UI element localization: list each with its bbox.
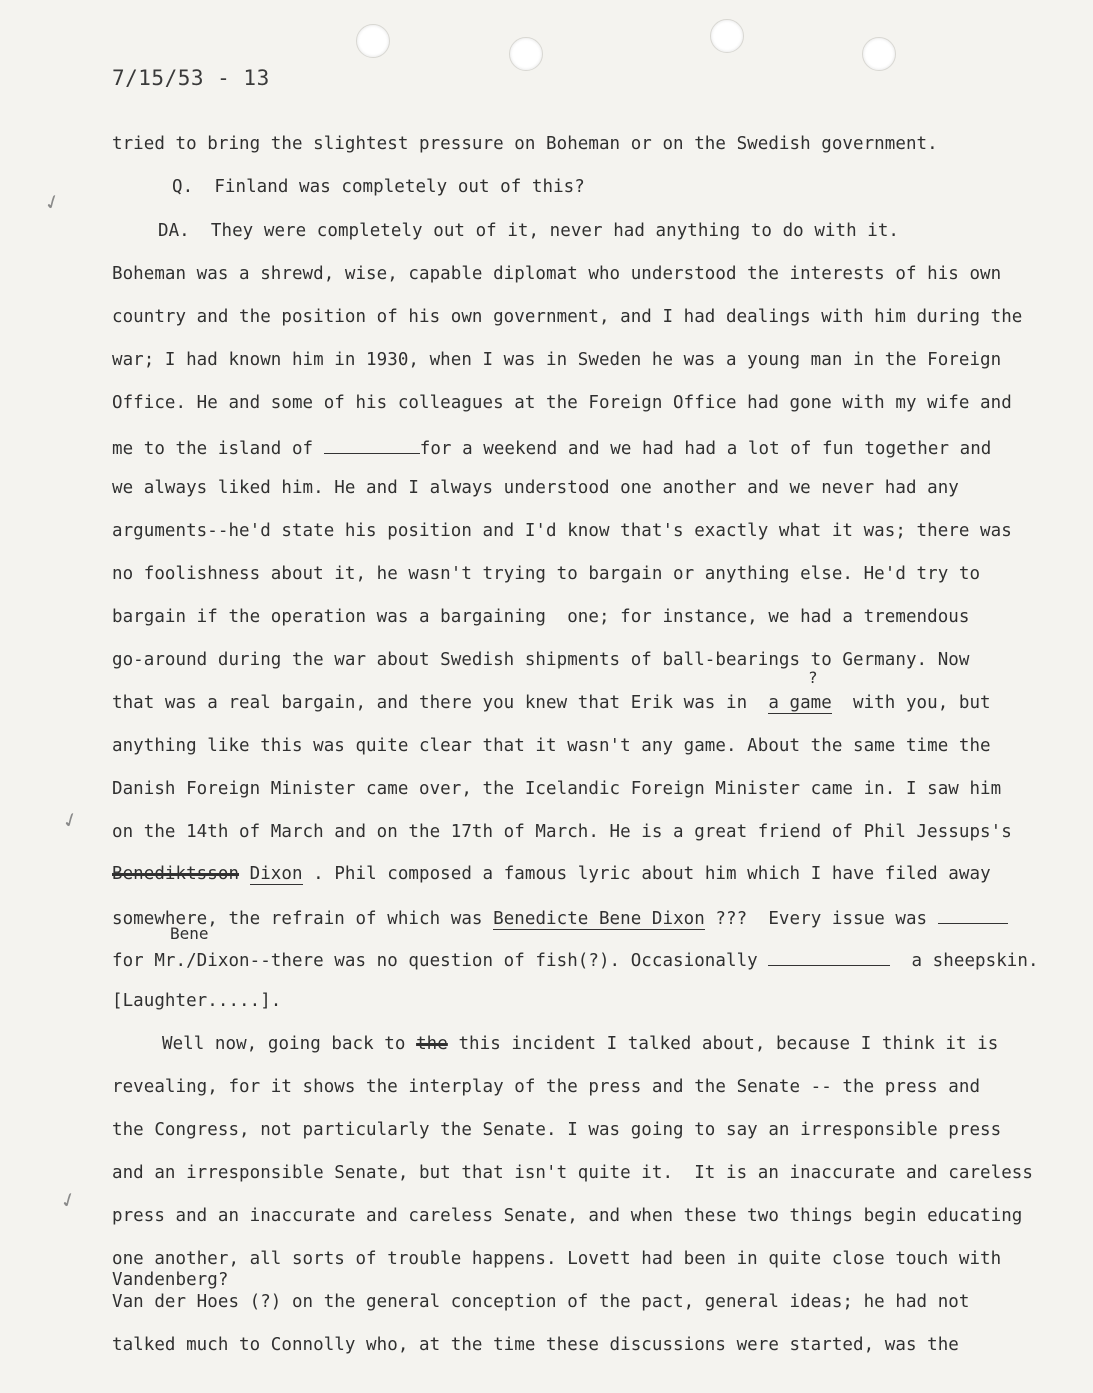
blank-line xyxy=(324,435,420,454)
text-line: arguments--he'd state his position and I'd know that's exactly what it was; there was xyxy=(112,521,1012,541)
text-line: Vandenberg? xyxy=(112,1270,229,1290)
text-line: on the 14th of March and on the 17th of March. He is a great friend of Phil Jessups's xyxy=(112,822,1012,842)
punch-hole xyxy=(862,37,896,71)
text-line: revealing, for it shows the interplay of the press and the Senate -- the press and xyxy=(112,1077,981,1097)
text-line: for Mr./Dixon--there was no question of fish(?). Occasionally a sheepskin. xyxy=(112,947,1039,972)
text-line: Q. Finland was completely out of this? xyxy=(172,177,585,197)
punch-hole xyxy=(356,24,390,58)
underlined-phrase: a game xyxy=(768,693,832,713)
text-line: [Laughter.....]. xyxy=(112,991,282,1011)
underlined-refrain: Benedicte Bene Dixon xyxy=(493,909,705,929)
text-line: war; I had known him in 1930, when I was in Sweden he was a young man in the Foreign xyxy=(112,350,1002,370)
check-mark: ✓ xyxy=(58,805,83,835)
text-line: Benediktsson Dixon . Phil composed a famous lyric about him which I have filed away xyxy=(112,864,991,884)
question-mark-annotation: ? xyxy=(808,668,818,687)
text-line: that was a real bargain, and there you knew that Erik was in a game with you, but xyxy=(112,693,991,713)
text-line: the Congress, not particularly the Senate. I was going to say an irresponsible press xyxy=(112,1120,1002,1140)
text-line: go-around during the war about Swedish shipments of ball-bearings to Germany. Now xyxy=(112,650,970,670)
blank-line xyxy=(768,947,890,966)
text-line: tried to bring the slightest pressure on Boheman or on the Swedish government. xyxy=(112,134,938,154)
inserted-word: Bene xyxy=(170,924,209,943)
text-line: press and an inaccurate and careless Senate, and when these two things begin educating xyxy=(112,1206,1023,1226)
underlined-name: Dixon xyxy=(249,864,303,884)
text-line: Boheman was a shrewd, wise, capable diplomat who understood the interests of his own xyxy=(112,264,1002,284)
text-line: me to the island of for a weekend and we had had a lot of fun together and xyxy=(112,435,991,460)
check-mark: ✓ xyxy=(56,1185,81,1215)
text-line: Van der Hoes (?) on the general conception of the pact, general ideas; he had not xyxy=(112,1292,970,1312)
text-line: Office. He and some of his colleagues at the Foreign Office had gone with my wife and xyxy=(112,393,1012,413)
struck-out-word: Benediktsson xyxy=(112,864,240,884)
page-header: 7/15/53 - 13 xyxy=(112,66,270,90)
text-line: bargain if the operation was a bargaining one; for instance, we had a tremendous xyxy=(112,607,970,627)
text-line: we always liked him. He and I always understood one another and we never had any xyxy=(112,478,959,498)
text-line: country and the position of his own government, and I had dealings with him during the xyxy=(112,307,1023,327)
check-mark: ✓ xyxy=(40,187,65,217)
text-line: Well now, going back to the this incident I talked about, because I think it is xyxy=(162,1034,999,1054)
text-line: no foolishness about it, he wasn't trying to bargain or anything else. He'd try to xyxy=(112,564,981,584)
text-line: Danish Foreign Minister came over, the Icelandic Foreign Minister came in. I saw him xyxy=(112,779,1002,799)
punch-hole xyxy=(710,19,744,53)
text-line: somewhere, the refrain of which was Benedicte Bene Dixon ??? Every issue was xyxy=(112,905,1008,930)
text-line: talked much to Connolly who, at the time these discussions were started, was the xyxy=(112,1335,959,1355)
text-line: DA. They were completely out of it, never had anything to do with it. xyxy=(158,221,900,241)
blank-line xyxy=(938,905,1008,924)
punch-hole xyxy=(509,37,543,71)
text-line: one another, all sorts of trouble happens. Lovett had been in quite close touch with xyxy=(112,1249,1002,1269)
text-line: anything like this was quite clear that it wasn't any game. About the same time the xyxy=(112,736,991,756)
text-line: and an irresponsible Senate, but that isn't quite it. It is an inaccurate and careless xyxy=(112,1163,1033,1183)
struck-out-word: the xyxy=(416,1034,448,1054)
